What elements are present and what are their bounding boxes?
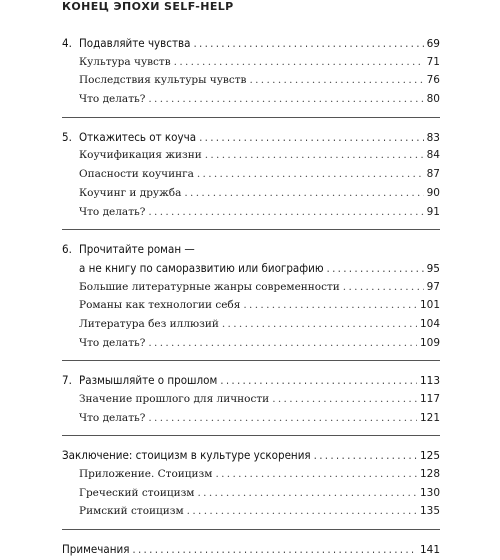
toc-item-title: Большие литературные жанры современности	[79, 280, 340, 293]
dot-leader	[222, 315, 417, 334]
page-number: 90	[426, 186, 440, 199]
page-number: 76	[426, 74, 440, 87]
toc-item-title: Что делать?	[79, 205, 146, 218]
notes-title: Примечания	[62, 542, 130, 557]
toc-item-title: Что делать?	[79, 336, 146, 349]
toc-item-title: Коучинг и дружба	[79, 186, 182, 199]
toc-item[interactable]	[62, 278, 440, 297]
toc-item[interactable]	[62, 390, 440, 409]
toc-item-title: Опасности коучинга	[79, 168, 194, 181]
chapter-6	[62, 230, 440, 360]
toc-item[interactable]	[62, 184, 440, 203]
page-number: 83	[426, 131, 440, 144]
conclusion-section	[62, 436, 440, 529]
toc-item-title: Последствия культуры чувств	[79, 74, 247, 87]
chapter-4	[62, 34, 440, 117]
toc-item[interactable]	[62, 502, 440, 521]
page-number: 95	[426, 262, 440, 275]
page-number: 125	[419, 450, 440, 463]
toc-item-title: Что делать?	[79, 411, 146, 424]
chapter-title: Подавляйте чувства	[79, 36, 191, 50]
page-number: 135	[419, 505, 440, 518]
toc-item-title: Коучификация жизни	[79, 149, 202, 162]
chapter-number: 4.	[62, 36, 72, 50]
table-of-contents	[62, 34, 440, 559]
toc-item[interactable]	[62, 409, 440, 428]
page-number: 91	[426, 205, 440, 218]
page-number: 113	[419, 375, 440, 388]
conclusion-heading[interactable]	[62, 446, 440, 465]
notes-section	[62, 530, 440, 559]
toc-item-title: Литература без иллюзий	[79, 317, 219, 330]
dot-leader	[148, 203, 423, 222]
toc-item-title: Романы как технологии себя	[79, 299, 241, 312]
dot-leader	[327, 259, 424, 278]
dot-leader	[220, 371, 417, 390]
chapter-heading[interactable]	[62, 240, 440, 259]
running-head: КОНЕЦ ЭПОХИ SELF-HELP	[62, 0, 234, 13]
notes-heading[interactable]	[62, 540, 440, 559]
page-number: 101	[419, 299, 440, 312]
dot-leader	[343, 278, 424, 297]
dot-leader	[193, 34, 423, 53]
toc-item[interactable]	[62, 334, 440, 353]
dot-leader	[174, 53, 424, 72]
dot-leader	[148, 90, 423, 109]
toc-item[interactable]	[62, 315, 440, 334]
dot-leader	[184, 184, 423, 203]
page-number: 87	[426, 168, 440, 181]
page-number: 69	[426, 38, 440, 50]
chapter-heading[interactable]	[62, 371, 440, 390]
chapter-number: 6.	[62, 242, 72, 257]
chapter-number: 5.	[62, 129, 72, 144]
chapter-heading[interactable]	[62, 128, 440, 147]
toc-item-title: Приложение. Стоицизм	[79, 468, 213, 481]
toc-item[interactable]	[62, 465, 440, 484]
toc-item[interactable]	[62, 296, 440, 315]
page-number: 128	[419, 468, 440, 481]
chapter-heading-continued[interactable]	[62, 259, 440, 278]
dot-leader	[272, 390, 417, 409]
chapter-7	[62, 361, 440, 435]
toc-item[interactable]	[62, 165, 440, 184]
page-number: 71	[426, 55, 440, 68]
toc-item[interactable]	[62, 90, 440, 109]
chapter-5	[62, 118, 440, 229]
dot-leader	[148, 334, 417, 353]
chapter-heading[interactable]	[62, 34, 440, 53]
page-number: 84	[426, 149, 440, 162]
toc-item-title: Римский стоицизм	[79, 505, 184, 518]
toc-item-title: Значение прошлого для личности	[79, 393, 270, 405]
dot-leader	[205, 146, 424, 165]
page-number: 141	[419, 544, 440, 557]
toc-item[interactable]	[62, 53, 440, 72]
toc-item[interactable]	[62, 203, 440, 222]
page-number: 97	[426, 280, 440, 293]
toc-item-title: Греческий стоицизм	[79, 486, 195, 499]
dot-leader	[243, 296, 417, 315]
page-number: 104	[419, 317, 440, 330]
dot-leader	[199, 128, 424, 147]
page-number: 121	[419, 411, 440, 424]
dot-leader	[132, 540, 417, 559]
dot-leader	[314, 446, 417, 465]
dot-leader	[197, 165, 424, 184]
toc-item-title: Что делать?	[79, 93, 146, 106]
dot-leader	[187, 502, 417, 521]
chapter-title-line2: а не книгу по саморазвитию или биографию	[79, 260, 324, 275]
page-number: 80	[426, 93, 440, 106]
toc-item-title: Культура чувств	[79, 55, 171, 68]
page-number: 117	[419, 393, 440, 405]
chapter-number: 7.	[62, 373, 72, 388]
toc-item[interactable]	[62, 71, 440, 90]
toc-item[interactable]	[62, 146, 440, 165]
dot-leader	[249, 71, 423, 90]
dot-leader	[148, 409, 417, 428]
page-number: 109	[419, 336, 440, 349]
chapter-title: Прочитайте роман —	[79, 242, 195, 257]
conclusion-title: Заключение: стоицизм в культуре ускорения	[62, 448, 311, 463]
chapter-title: Откажитесь от коуча	[79, 129, 197, 144]
chapter-title: Размышляйте о прошлом	[79, 373, 218, 388]
page-number: 130	[419, 486, 440, 499]
dot-leader	[215, 465, 417, 484]
